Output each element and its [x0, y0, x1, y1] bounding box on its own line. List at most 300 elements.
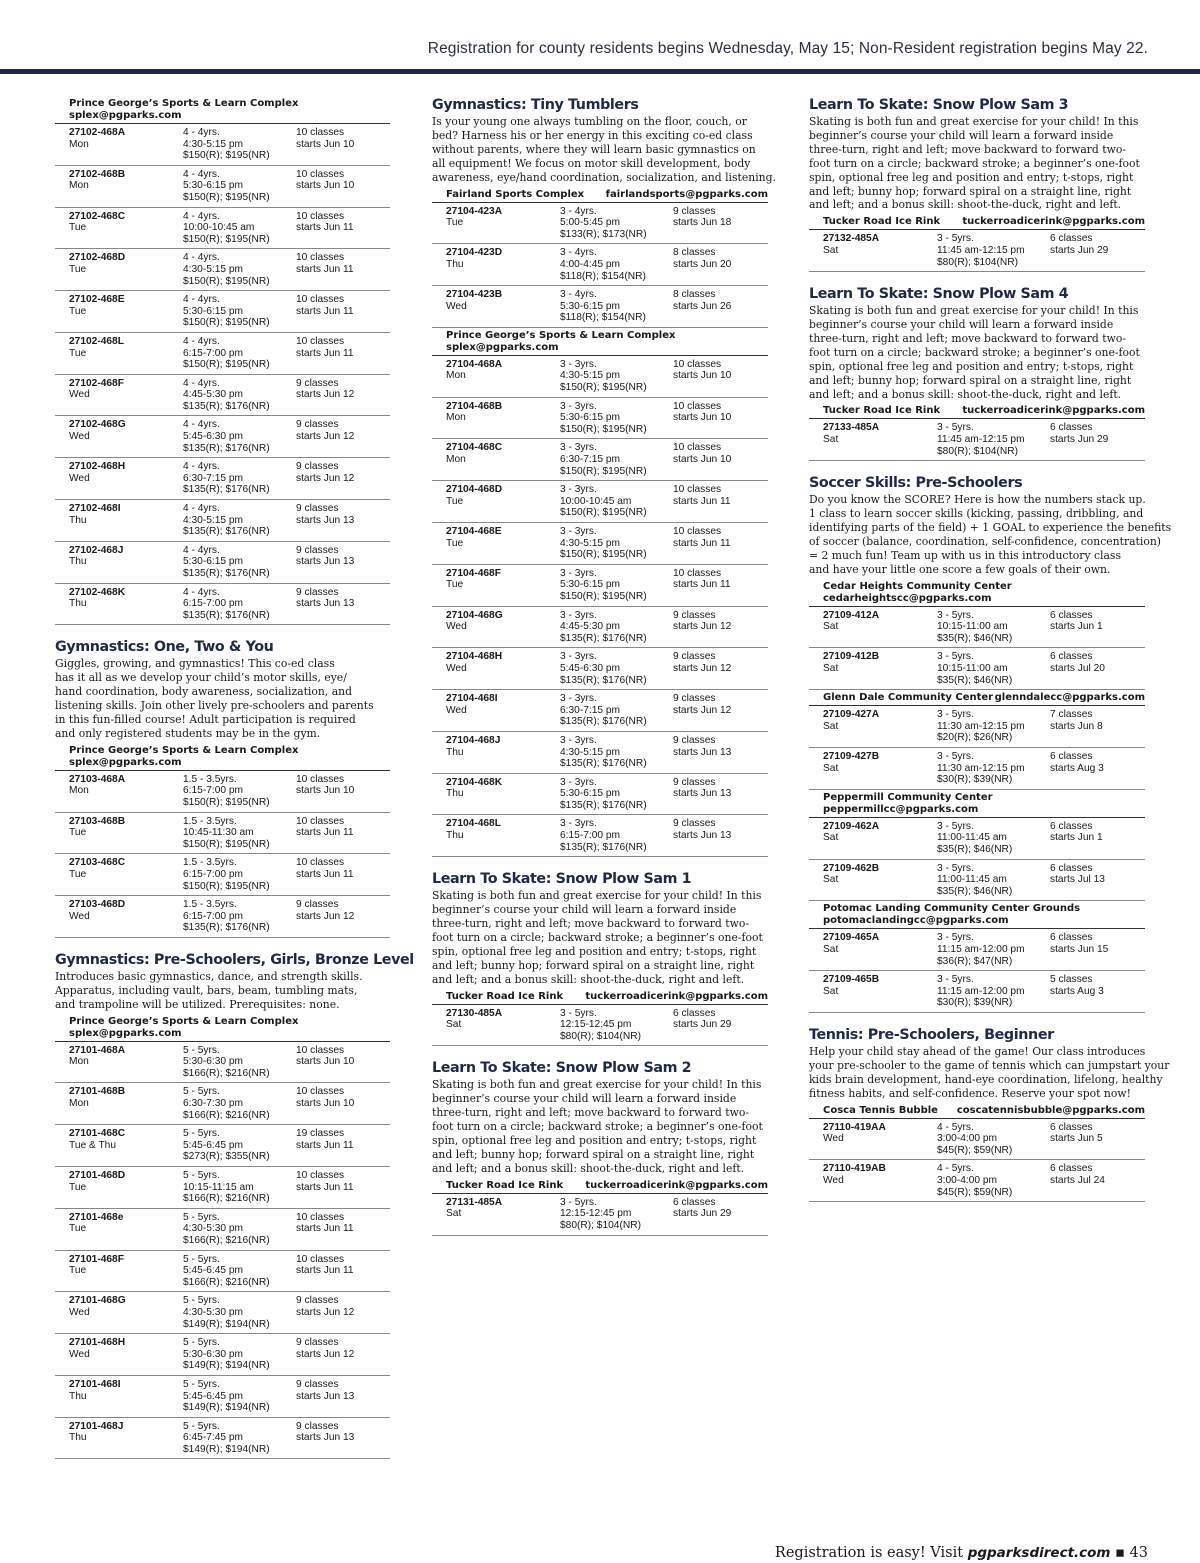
class-start: starts Jun 12: [296, 389, 355, 401]
class-id-cell: [446, 359, 560, 394]
class-time: 6:15-7:00 pm: [183, 785, 244, 797]
class-session-cell: [296, 169, 390, 204]
class-detail-cell: [183, 127, 296, 162]
description-line: Is your young one always tumbling on the floor, couch, or: [432, 115, 747, 128]
class-start: starts Jun 1: [1050, 621, 1103, 633]
class-fee: $80(R); $104(NR): [560, 1030, 641, 1042]
class-start: starts Jun 13: [296, 598, 355, 610]
class-count: 6 classes: [673, 1007, 716, 1019]
class-detail-cell: [183, 774, 296, 809]
class-id-cell: [446, 401, 560, 436]
class-session-cell: [296, 252, 390, 287]
class-age: 5 - 5yrs.: [183, 1295, 220, 1307]
location-email[interactable]: tuckerroadicerink@pgparks.com: [962, 405, 1145, 417]
class-row: [432, 523, 768, 565]
class-count: 10 classes: [673, 358, 722, 370]
class-code[interactable]: 27104-468L: [446, 818, 501, 830]
class-code[interactable]: 27102-468J: [69, 544, 124, 556]
class-fee: $149(R); $194(NR): [183, 1443, 270, 1455]
class-row: [55, 1083, 390, 1125]
class-detail-cell: [937, 610, 1050, 645]
description-line: Giggles, growing, and gymnastics! This co-ed class: [55, 657, 335, 671]
program-title: Gymnastics: Pre-Schoolers, Girls, Bronze Level: [55, 951, 414, 968]
location-email[interactable]: splex@pgparks.com: [69, 1027, 182, 1039]
class-day: Thu: [69, 1390, 87, 1402]
class-code[interactable]: 27103-468D: [69, 899, 126, 911]
class-session-cell: [296, 419, 390, 454]
location-email[interactable]: splex@pgparks.com: [69, 110, 182, 121]
class-age: 3 - 5yrs.: [560, 1007, 597, 1019]
class-code[interactable]: 27104-468A: [446, 358, 503, 370]
class-day: Thu: [446, 746, 464, 758]
class-age: 4 - 4yrs.: [183, 252, 220, 264]
class-code[interactable]: 27102-468L: [69, 335, 124, 347]
class-age: 5 - 5yrs.: [183, 1211, 220, 1223]
class-count: 6 classes: [1050, 1121, 1093, 1133]
class-count: 10 classes: [296, 168, 345, 180]
class-session-cell: [673, 1008, 768, 1043]
class-id-cell: [69, 294, 183, 329]
class-time: 4:30-5:15 pm: [183, 138, 244, 150]
description-line: listening skills. Join other lively pre-schoolers and parents: [55, 699, 374, 713]
class-count: 5 classes: [1050, 974, 1093, 986]
description-line: Skating is both fun and great exercise for your child! In this: [809, 304, 1139, 318]
class-code[interactable]: 27102-468F: [69, 377, 124, 389]
class-time: 5:45-6:30 pm: [183, 431, 244, 443]
class-time: 4:30-5:15 pm: [183, 263, 244, 275]
description-line: spin, optional free leg and position and entry; t-stops, right: [432, 944, 757, 958]
class-day: Sat: [823, 244, 839, 256]
class-time: 4:30-5:15 pm: [183, 514, 244, 526]
class-row: [55, 375, 390, 417]
class-start: starts Jun 11: [673, 495, 731, 507]
class-code[interactable]: 27109-412A: [823, 609, 880, 621]
class-time: 6:30-7:30 pm: [183, 1098, 244, 1110]
description-line: kids brain development, hand-eye coordination, lifelong, healthy: [809, 1072, 1163, 1086]
class-id-cell: [823, 651, 937, 686]
class-detail-cell: [183, 169, 296, 204]
class-day: Sat: [823, 943, 839, 955]
class-day: Mon: [69, 138, 89, 150]
class-start: starts Jun 26: [673, 300, 732, 312]
class-code[interactable]: 27132-485A: [823, 233, 880, 245]
class-fee: $150(R); $195(NR): [183, 317, 270, 329]
class-session-cell: [673, 651, 768, 686]
description-line: beginner’s course your child will learn a forward inside: [809, 318, 1114, 332]
class-code[interactable]: 27102-468G: [69, 419, 126, 431]
class-time: 11:45 am-12:15 pm: [937, 434, 1025, 446]
class-row: [55, 1376, 390, 1418]
class-row: [432, 607, 768, 649]
class-time: 12:15-12:45 pm: [560, 1019, 632, 1031]
description-line: Skating is both fun and great exercise for your child! In this: [432, 1078, 762, 1092]
class-code[interactable]: 27104-468D: [446, 484, 503, 496]
class-start: starts Jun 12: [296, 1306, 355, 1318]
class-count: 10 classes: [296, 252, 345, 264]
class-detail-cell: [560, 818, 673, 853]
location-header: [809, 690, 1145, 706]
description-line: your pre-schooler to the game of tennis which can jumpstart your: [809, 1058, 1170, 1072]
class-code[interactable]: 27102-468A: [69, 127, 126, 138]
class-id-cell: [69, 1254, 183, 1289]
class-start: starts Jun 12: [673, 704, 732, 716]
class-time: 5:30-6:15 pm: [560, 579, 621, 591]
class-time: 10:45-11:30 am: [183, 827, 254, 839]
class-fee: $80(R); $104(NR): [937, 445, 1018, 457]
class-age: 3 - 3yrs.: [560, 400, 597, 412]
class-day: Tue: [69, 347, 87, 359]
class-fee: $30(R); $39(NR): [937, 774, 1013, 786]
location-name: Prince George’s Sports & Learn Complex: [446, 329, 676, 341]
class-detail-cell: [560, 1008, 673, 1043]
class-age: 3 - 3yrs.: [560, 776, 597, 788]
description-line: Do you know the SCORE? Here is how the numbers stack up.: [809, 493, 1146, 507]
class-row: [809, 748, 1145, 790]
location-email[interactable]: coscatennisbubble@pgparks.com: [956, 1104, 1145, 1116]
class-day: Thu: [69, 1432, 87, 1444]
class-start: starts Jun 12: [296, 472, 355, 484]
class-detail-cell: [183, 419, 296, 454]
class-day: Mon: [69, 1056, 89, 1068]
class-code[interactable]: 27104-468I: [446, 693, 498, 705]
class-fee: $135(R); $176(NR): [560, 799, 647, 811]
class-time: 4:30-5:15 pm: [560, 537, 621, 549]
class-count: 10 classes: [673, 567, 722, 579]
class-code[interactable]: 27133-485A: [823, 422, 880, 434]
description-line: beginner’s course your child will learn a forward inside: [809, 128, 1114, 142]
class-start: starts Jun 13: [673, 788, 732, 800]
class-fee: $166(R); $216(NR): [183, 1276, 270, 1288]
class-age: 3 - 4yrs.: [560, 247, 597, 259]
class-detail-cell: [560, 610, 673, 645]
location-name: Prince George’s Sports & Learn Complex: [69, 1015, 299, 1027]
class-age: 3 - 4yrs.: [560, 289, 597, 301]
class-detail-cell: [183, 252, 296, 287]
description-line: Skating is both fun and great exercise for your child! In this: [432, 889, 762, 903]
class-fee: $149(R); $194(NR): [183, 1402, 270, 1414]
class-age: 5 - 5yrs.: [183, 1128, 220, 1140]
class-id-cell: [69, 169, 183, 204]
class-row: [55, 208, 390, 250]
class-session-cell: [296, 503, 390, 538]
description-line: spin, optional free leg and position and entry; t-stops, right: [432, 1134, 757, 1147]
class-age: 3 - 3yrs.: [560, 734, 597, 746]
class-detail-cell: [560, 526, 673, 561]
class-age: 3 - 5yrs.: [937, 932, 974, 944]
location-email[interactable]: tuckerroadicerink@pgparks.com: [585, 990, 768, 1002]
class-time: 6:15-7:00 pm: [560, 830, 621, 842]
description-line: all equipment! We focus on motor skill development, body: [432, 156, 751, 170]
class-start: starts Jun 13: [296, 514, 355, 526]
class-count: 10 classes: [673, 526, 722, 537]
class-code[interactable]: 27104-468K: [446, 776, 503, 788]
class-session-cell: [296, 816, 390, 851]
class-day: Sat: [823, 874, 839, 886]
class-time: 3:00-4:00 pm: [937, 1174, 998, 1186]
class-day: Wed: [823, 1174, 844, 1186]
class-code[interactable]: 27102-468H: [69, 461, 126, 473]
class-id-cell: [446, 247, 560, 282]
class-code[interactable]: 27103-468B: [69, 815, 126, 827]
class-code[interactable]: 27102-468I: [69, 503, 121, 515]
class-count: 9 classes: [296, 377, 339, 389]
class-age: 3 - 4yrs.: [560, 205, 597, 217]
class-id-cell: [69, 419, 183, 454]
location-email[interactable]: splex@pgparks.com: [446, 341, 559, 353]
class-count: 7 classes: [1050, 709, 1093, 721]
class-session-cell: [296, 378, 390, 413]
class-fee: $150(R); $195(NR): [560, 382, 647, 394]
class-code[interactable]: 27101-468G: [69, 1295, 126, 1307]
class-age: 3 - 5yrs.: [937, 422, 974, 434]
class-code[interactable]: 27101-468B: [69, 1086, 126, 1098]
class-day: Tue: [446, 579, 464, 591]
location-header: [809, 579, 1145, 607]
program-section: [432, 870, 768, 1046]
class-row: [55, 896, 390, 938]
class-row: [55, 1292, 390, 1334]
class-detail-cell: [937, 1122, 1050, 1157]
class-age: 5 - 5yrs.: [183, 1044, 220, 1056]
class-start: starts Jun 10: [296, 180, 355, 192]
class-code[interactable]: 27109-462B: [823, 862, 880, 874]
class-code[interactable]: 27102-468K: [69, 586, 126, 598]
class-row: [432, 648, 768, 690]
class-code[interactable]: 27101-468D: [69, 1170, 126, 1181]
class-start: starts Jun 11: [296, 347, 354, 359]
location-email[interactable]: potomaclandingcc@pgparks.com: [823, 915, 1009, 927]
class-fee: $135(R); $176(NR): [560, 841, 647, 853]
class-age: 4 - 4yrs.: [183, 377, 220, 389]
location-email[interactable]: cedarheightscc@pgparks.com: [823, 592, 992, 604]
class-count: 10 classes: [296, 335, 345, 347]
description-line: foot turn on a circle; backward stroke; a beginner’s one-foot: [432, 930, 763, 944]
class-session-cell: [673, 289, 768, 324]
class-count: 9 classes: [296, 544, 339, 556]
program-title: Soccer Skills: Pre-Schoolers: [809, 475, 1023, 492]
class-row: [809, 419, 1145, 461]
class-id-cell: [69, 1421, 183, 1456]
class-day: Wed: [446, 704, 467, 716]
class-fee: $135(R); $176(NR): [183, 568, 270, 579]
class-detail-cell: [560, 1197, 673, 1232]
class-code[interactable]: 27101-468H: [69, 1337, 126, 1349]
class-row: [55, 1334, 390, 1376]
class-code[interactable]: 27101-468F: [69, 1253, 124, 1265]
class-count: 10 classes: [296, 1211, 345, 1223]
class-day: Thu: [69, 514, 87, 526]
class-code[interactable]: 27101-468A: [69, 1044, 126, 1056]
class-row: [55, 458, 390, 500]
class-session-cell: [673, 442, 768, 477]
class-session-cell: [673, 247, 768, 282]
class-code[interactable]: 27101-468I: [69, 1378, 121, 1390]
class-code[interactable]: 27110-419AA: [823, 1121, 886, 1133]
class-id-cell: [69, 252, 183, 287]
class-code[interactable]: 27101-468e: [69, 1211, 124, 1223]
class-code[interactable]: 27104-423B: [446, 289, 503, 301]
class-count: 8 classes: [673, 289, 716, 301]
program-description: [432, 1078, 768, 1175]
class-code[interactable]: 27104-468H: [446, 651, 503, 663]
column-middle: [432, 96, 776, 1249]
location-email[interactable]: fairlandsports@pgparks.com: [605, 188, 768, 200]
class-time: 6:45-7:45 pm: [183, 1432, 244, 1444]
class-start: starts Jun 29: [1050, 244, 1109, 256]
class-detail-cell: [183, 545, 296, 580]
class-start: starts Jun 12: [673, 621, 732, 633]
class-code[interactable]: 27104-468G: [446, 609, 503, 621]
class-code[interactable]: 27109-465B: [823, 974, 880, 986]
class-time: 11:00-11:45 am: [937, 832, 1007, 844]
class-row: [432, 565, 768, 607]
location-email[interactable]: splex@pgparks.com: [69, 756, 182, 768]
class-session-cell: [296, 1254, 390, 1289]
class-code[interactable]: 27110-419AB: [823, 1163, 886, 1175]
class-code[interactable]: 27104-423A: [446, 205, 503, 217]
location-name: Tucker Road Ice Rink: [823, 405, 941, 417]
class-time: 5:45-6:45 pm: [183, 1139, 244, 1151]
class-age: 5 - 5yrs.: [183, 1086, 220, 1098]
class-start: starts Jun 10: [296, 785, 355, 797]
class-session-cell: [296, 587, 390, 622]
location-email[interactable]: tuckerroadicerink@pgparks.com: [585, 1179, 768, 1191]
class-detail-cell: [560, 568, 673, 603]
class-age: 1.5 - 3.5yrs.: [183, 773, 237, 785]
class-fee: $150(R); $195(NR): [183, 233, 270, 245]
class-code[interactable]: 27104-468E: [446, 526, 502, 537]
location-email[interactable]: glenndalecc@pgparks.com: [994, 692, 1145, 704]
class-code[interactable]: 27102-468D: [69, 252, 126, 264]
class-session-cell: [1050, 651, 1145, 686]
class-count: 6 classes: [1050, 862, 1093, 874]
class-code[interactable]: 27102-468B: [69, 168, 126, 180]
description-line: foot turn on a circle; backward stroke; a beginner’s one-foot: [809, 345, 1140, 359]
class-code[interactable]: 27109-427A: [823, 709, 880, 721]
class-code[interactable]: 27109-412B: [823, 651, 880, 663]
class-code[interactable]: 27109-462A: [823, 820, 880, 832]
location-email[interactable]: tuckerroadicerink@pgparks.com: [962, 216, 1145, 228]
class-detail-cell: [560, 247, 673, 282]
class-fee: $35(R); $46(NR): [937, 632, 1013, 644]
class-code[interactable]: 27130-485A: [446, 1007, 503, 1019]
class-id-cell: [823, 1122, 937, 1157]
class-code[interactable]: 27102-468C: [69, 210, 126, 222]
class-day: Tue: [69, 305, 87, 317]
class-row: [432, 481, 768, 523]
class-id-cell: [69, 336, 183, 371]
description-line: without parents, where they will learn basic gymnastics on: [432, 142, 756, 156]
class-code[interactable]: 27102-468E: [69, 294, 125, 306]
program-description: [809, 493, 1172, 576]
class-row: [55, 1125, 390, 1167]
class-age: 5 - 5yrs.: [183, 1420, 220, 1432]
class-code[interactable]: 27104-423D: [446, 247, 503, 259]
class-count: 9 classes: [296, 503, 339, 515]
class-day: Tue: [69, 263, 87, 275]
class-start: starts Jun 1: [1050, 832, 1103, 844]
class-code[interactable]: 27104-468J: [446, 734, 501, 746]
class-code[interactable]: 27103-468C: [69, 857, 126, 869]
class-count: 10 classes: [296, 773, 345, 785]
location-email[interactable]: peppermillcc@pgparks.com: [823, 803, 979, 815]
class-code[interactable]: 27104-468F: [446, 567, 501, 579]
class-detail-cell: [183, 1086, 296, 1121]
class-code[interactable]: 27103-468A: [69, 773, 126, 785]
class-count: 10 classes: [296, 857, 345, 869]
class-code[interactable]: 27104-468B: [446, 400, 503, 412]
class-id-cell: [446, 693, 560, 728]
class-row: [432, 244, 768, 286]
class-row: [55, 291, 390, 333]
location-name: Prince George’s Sports & Learn Complex: [69, 744, 299, 756]
class-count: 10 classes: [673, 442, 722, 454]
class-code[interactable]: 27101-468C: [69, 1128, 126, 1140]
class-session-cell: [296, 1379, 390, 1414]
class-code[interactable]: 27131-485A: [446, 1196, 503, 1208]
class-fee: $166(R); $216(NR): [183, 1109, 270, 1121]
class-detail-cell: [937, 932, 1050, 967]
class-start: starts Jun 29: [673, 1208, 732, 1220]
class-count: 9 classes: [296, 1378, 339, 1390]
class-count: 10 classes: [673, 400, 722, 412]
class-count: 6 classes: [1050, 422, 1093, 434]
class-session-cell: [673, 693, 768, 728]
class-start: starts Aug 3: [1050, 762, 1104, 774]
class-row: [55, 249, 390, 291]
class-id-cell: [69, 1379, 183, 1414]
class-time: 10:15-11:00 am: [937, 663, 1008, 675]
class-fee: $150(R); $195(NR): [560, 549, 647, 561]
description-line: awareness, eye/hand coordination, socialization, and listening.: [432, 170, 776, 184]
class-age: 3 - 5yrs.: [560, 1196, 597, 1208]
class-fee: $20(R); $26(NR): [937, 732, 1013, 744]
class-start: starts Jun 10: [296, 138, 355, 150]
location-header: [55, 96, 390, 124]
class-id-cell: [69, 1045, 183, 1080]
class-code[interactable]: 27109-427B: [823, 751, 880, 763]
class-detail-cell: [560, 206, 673, 241]
class-id-cell: [823, 1163, 937, 1198]
class-row: [809, 1160, 1145, 1202]
class-start: starts Jun 10: [296, 1056, 355, 1068]
class-code[interactable]: 27101-468J: [69, 1420, 124, 1432]
class-code[interactable]: 27109-465A: [823, 932, 880, 944]
description-line: and left; and a bonus skill: shoot-the-duck, right and left.: [809, 387, 1122, 401]
class-row: [55, 333, 390, 375]
location-name: Tucker Road Ice Rink: [446, 1179, 564, 1191]
class-start: starts Jul 24: [1050, 1174, 1105, 1186]
description-line: three-turn, right and left; move backward to forward two-: [432, 917, 750, 931]
class-fee: $35(R); $46(NR): [937, 844, 1013, 855]
class-id-cell: [446, 777, 560, 812]
class-start: starts Jun 10: [296, 1098, 355, 1110]
class-day: Sat: [823, 720, 839, 732]
class-fee: $150(R); $195(NR): [183, 150, 270, 162]
program-description: [809, 1044, 1170, 1101]
program-section: [432, 1059, 768, 1235]
location-header: [809, 790, 1145, 818]
class-fee: $150(R); $195(NR): [560, 465, 647, 477]
class-detail-cell: [937, 974, 1050, 1009]
class-detail-cell: [183, 1421, 296, 1456]
class-code[interactable]: 27104-468C: [446, 442, 503, 454]
footer-site-link[interactable]: pgparksdirect.com: [967, 1545, 1111, 1561]
class-id-cell: [446, 818, 560, 853]
class-session-cell: [1050, 1163, 1145, 1198]
class-count: 6 classes: [1050, 651, 1093, 663]
class-fee: $135(R); $176(NR): [560, 632, 647, 644]
